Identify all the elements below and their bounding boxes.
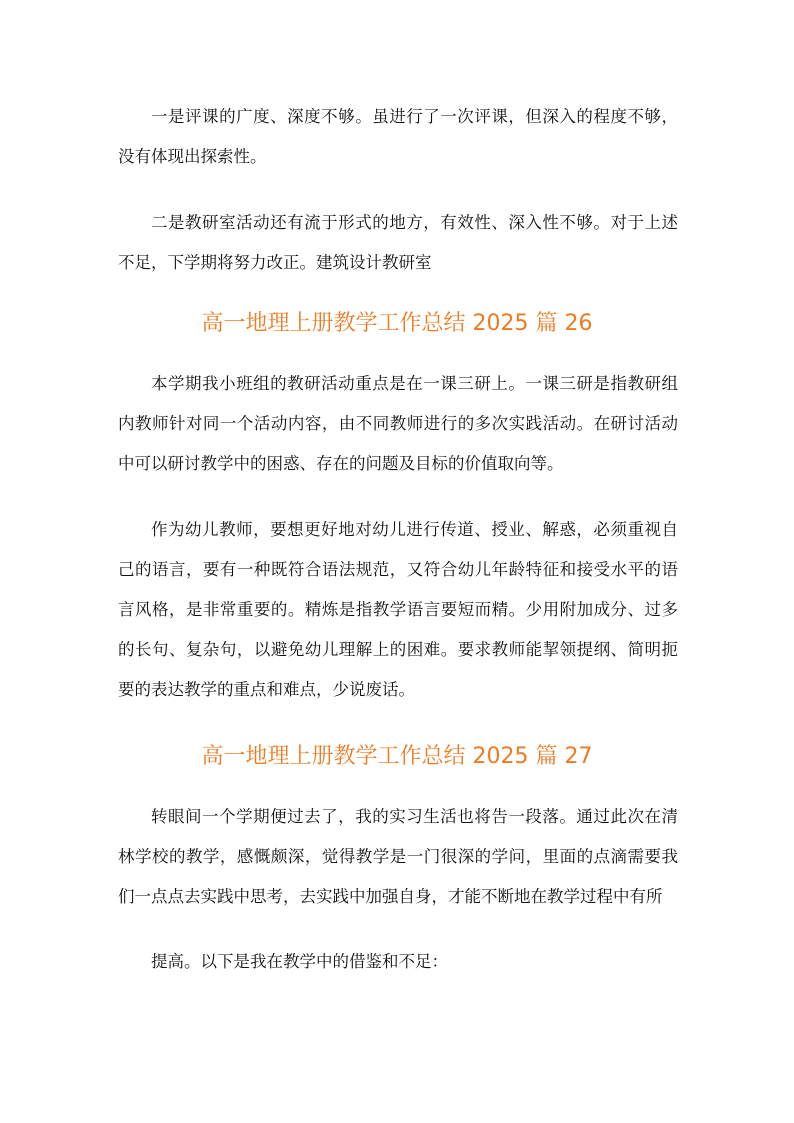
section-27-paragraph-1: 转眼间一个学期便过去了，我的实习生活也将告一段落。通过此次在清林学校的教学，感慨颇深，觉得教学是一门很深的学问，里面的点滴需要我们一点点去实践中思考，去实践中加强自身，才能不断地在教学过程中有所 <box>118 807 678 906</box>
section-27-paragraph-2: 提高。以下是我在教学中的借鉴和不足： <box>151 952 448 971</box>
paragraph-review-breadth: 一是评课的广度、深度不够。虽进行了一次评课，但深入的程度不够，没有体现出探索性。 <box>118 107 678 166</box>
paragraph-research-activity: 二是教研室活动还有流于形式的地方，有效性、深入性不够。对于上述不足，下学期将努力改正。建筑设计教研室 <box>118 213 678 272</box>
section-26-paragraph-1: 本学期我小班组的教研活动重点是在一课三研上。一课三研是指教研组内教师针对同一个活动内容，由不同教师进行的多次实践活动。在研讨活动中可以研讨教学中的困惑、存在的问题及目标的价值取向等。 <box>118 374 678 473</box>
section-27-heading: 高一地理上册教学工作总结 2025 篇 27 <box>201 744 593 769</box>
section-26-paragraph-2: 作为幼儿教师，要想更好地对幼儿进行传道、授业、解惑，必须重视自己的语言，要有一种既符合语法规范，又符合幼儿年龄特征和接受水平的语言风格，是非常重要的。精炼是指教学语言要短而精。少用附加成分、过多的长句、复杂句，以避免幼儿理解上的困难。要求教师能挈领提纲、简明扼要的表达教学的重点和难点，少说废话。 <box>118 520 678 699</box>
section-26-heading: 高一地理上册教学工作总结 2025 篇 26 <box>201 311 593 336</box>
